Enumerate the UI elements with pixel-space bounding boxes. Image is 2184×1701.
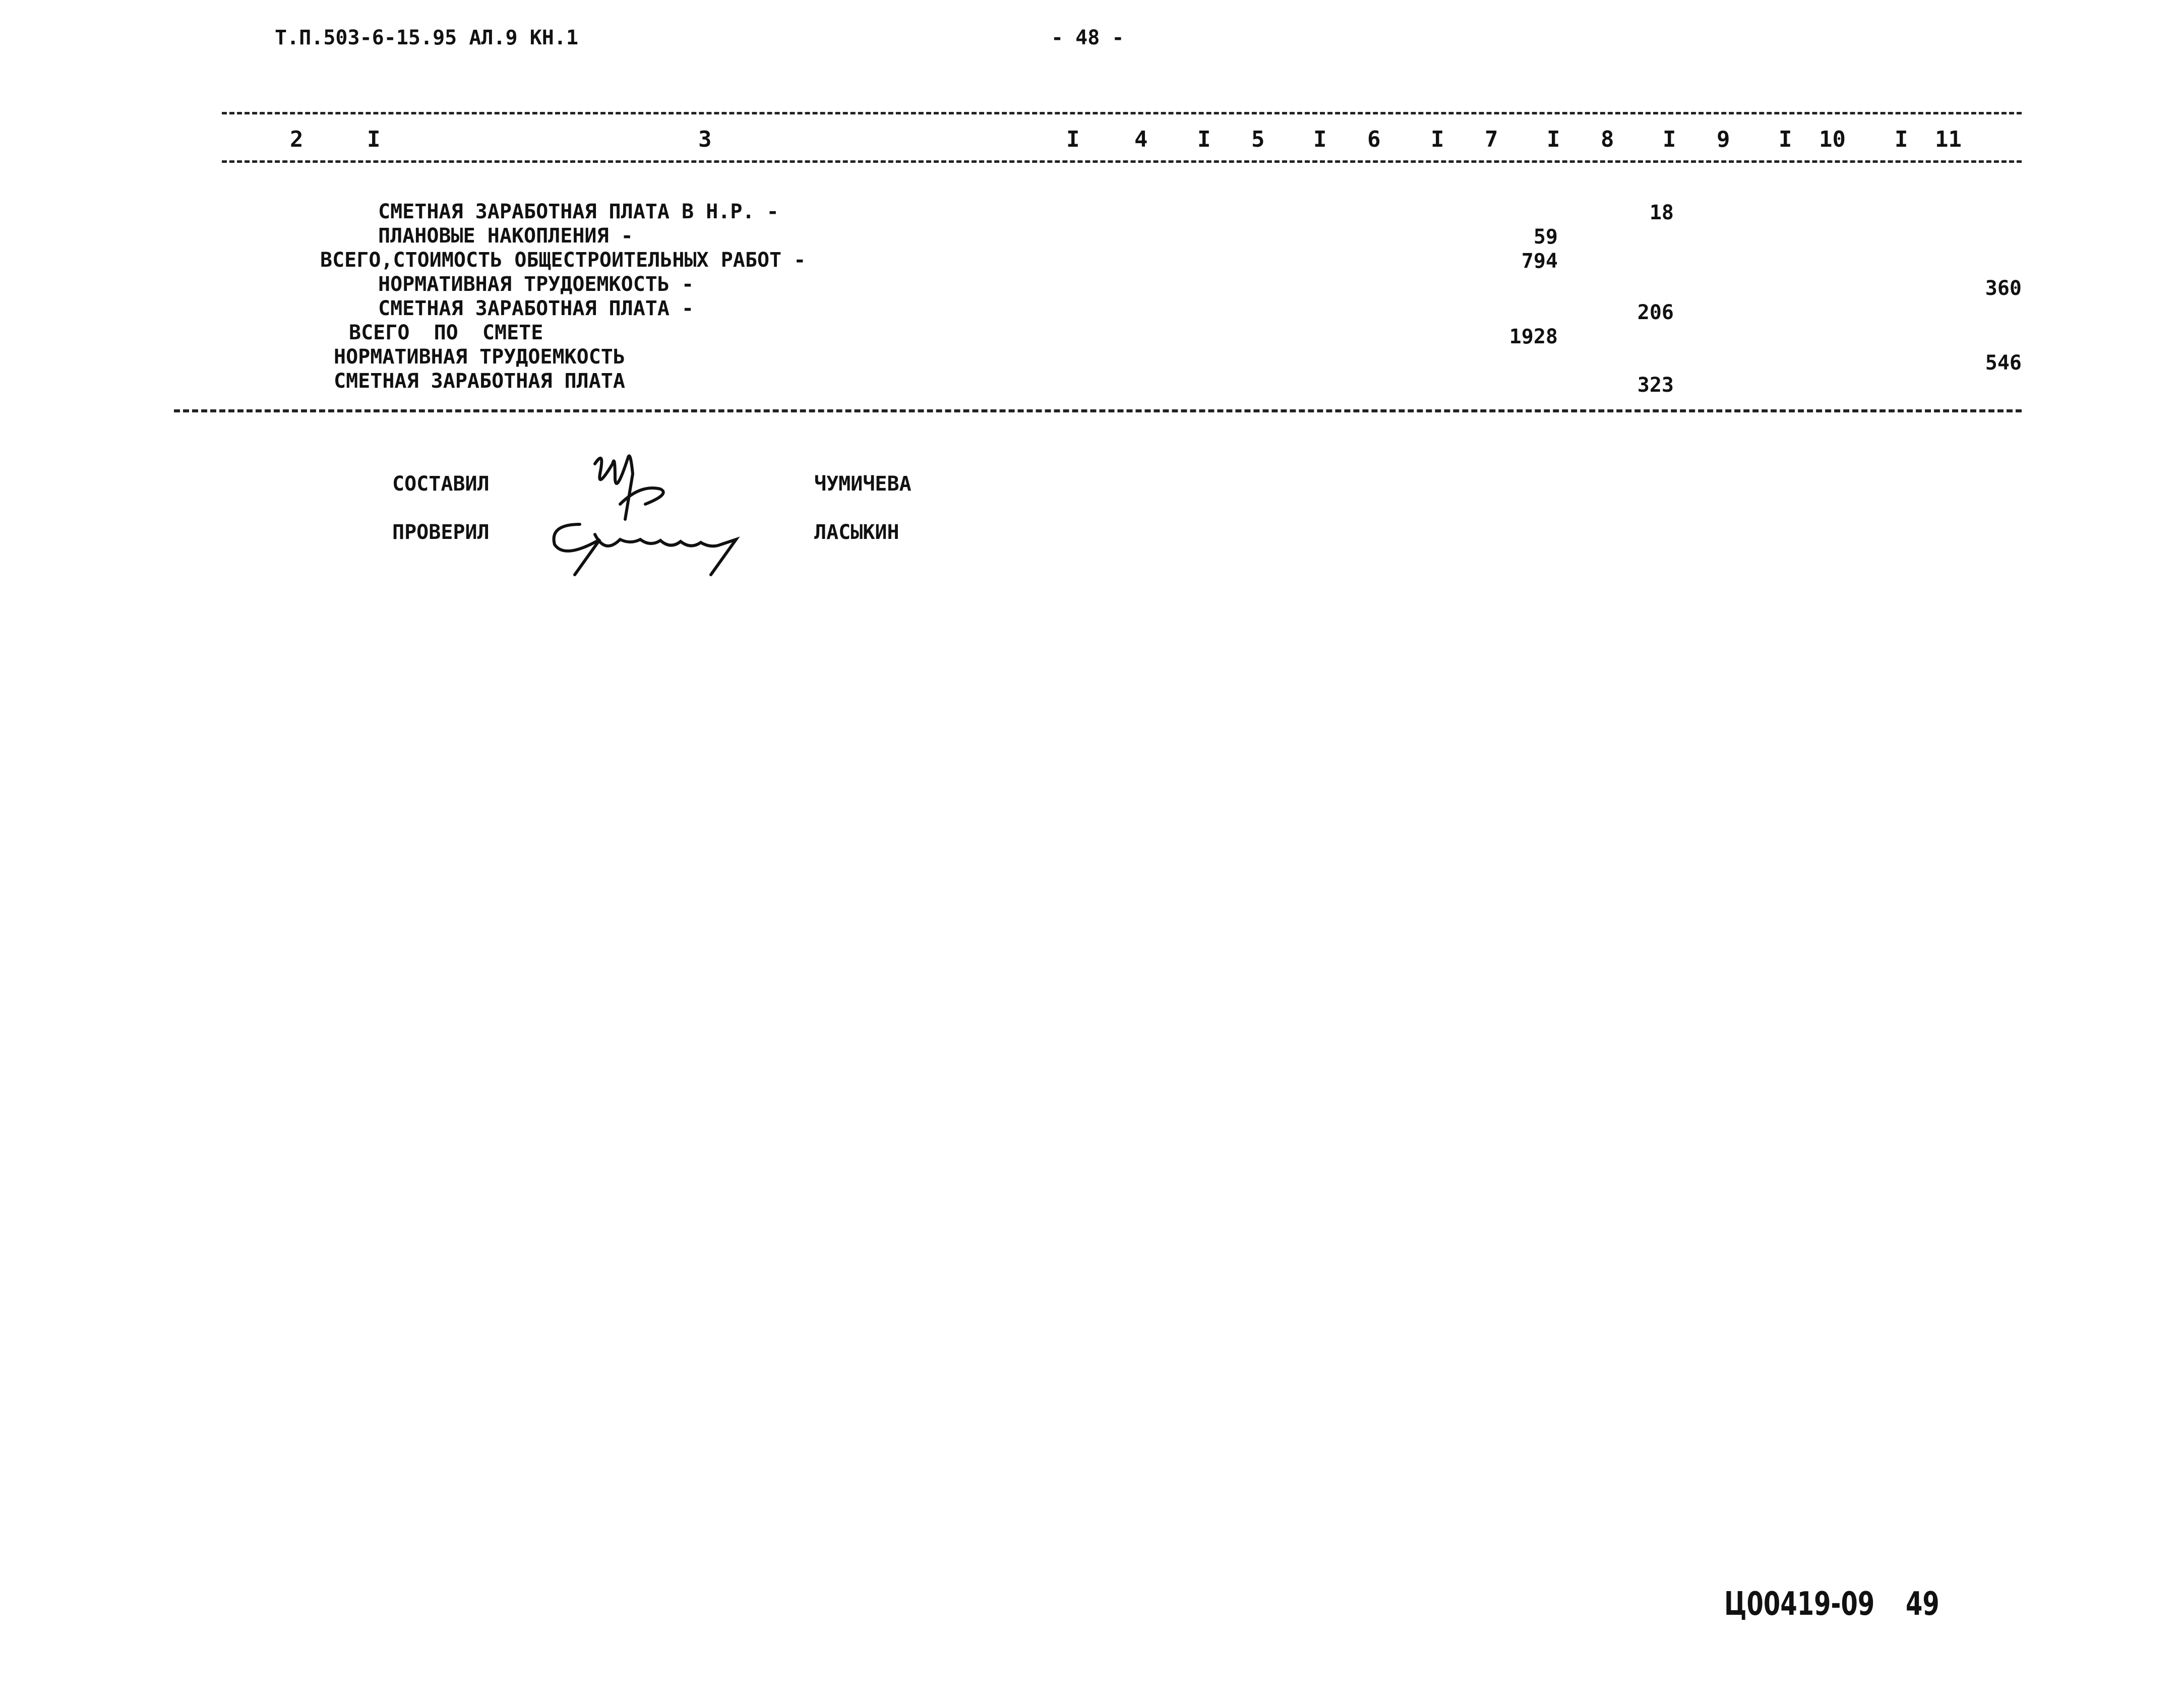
col-num-6: 6 [1367,127,1381,152]
row-value-col11: 546 [1985,351,2022,375]
row-value-col8: 18 [1649,201,1674,224]
col-num-2: 2 [290,127,304,152]
row-label: ВСЕГО ПО СМЕТЕ [349,321,543,344]
row-label: ПЛАНОВЫЕ НАКОПЛЕНИЯ - [378,224,633,248]
row-label: НОРМАТИВНАЯ ТРУДОЕМКОСТЬ [334,345,625,369]
row-label: ВСЕГО,СТОИМОСТЬ ОБЩЕСТРОИТЕЛЬНЫХ РАБОТ - [320,249,806,272]
signature-role: СОСТАВИЛ [392,472,490,496]
row-label: СМЕТНАЯ ЗАРАБОТНАЯ ПЛАТА В Н.Р. - [378,200,779,223]
signature-role: ПРОВЕРИЛ [392,521,490,544]
row-value-col7: 794 [1521,250,1558,273]
col-num-9: 9 [1717,127,1730,152]
col-sep: I [1663,127,1676,152]
col-num-5: 5 [1251,127,1265,152]
row-label: СМЕТНАЯ ЗАРАБОТНАЯ ПЛАТА - [378,297,694,320]
col-sep: I [1547,127,1560,152]
col-sep: I [1431,127,1444,152]
row-value-col7: 59 [1533,225,1558,249]
signature-name: ЛАСЫКИН [814,521,899,544]
row-value-col8: 323 [1637,374,1674,397]
col-num-3: 3 [698,127,712,152]
row-value-col11: 360 [1985,277,2022,300]
col-sep: I [1197,127,1211,152]
col-num-11: 11 [1935,127,1962,152]
col-num-8: 8 [1601,127,1614,152]
document-code: Т.П.503-6-15.95 АЛ.9 КН.1 [275,26,579,49]
sheet-number: 49 [1906,1586,1939,1623]
col-num-4: 4 [1134,127,1148,152]
col-sep: I [1066,127,1080,152]
table-bottom-rule [174,409,2022,412]
row-value-col8: 206 [1637,301,1674,324]
col-sep: I [1895,127,1908,152]
col-num-10: 10 [1819,127,1846,152]
col-sep: I [367,127,381,152]
col-sep: I [1313,127,1327,152]
row-label: НОРМАТИВНАЯ ТРУДОЕМКОСТЬ - [378,273,694,296]
table-header-rule [222,160,2022,163]
signature-name: ЧУМИЧЕВА [814,472,912,496]
row-label: СМЕТНАЯ ЗАРАБОТНАЯ ПЛАТА [334,370,625,393]
col-num-7: 7 [1485,127,1498,152]
col-sep: I [1779,127,1792,152]
archive-code: Ц00419-09 [1724,1586,1875,1623]
table-top-rule [222,112,2022,114]
handwritten-signature-2 [550,509,751,580]
row-value-col7: 1928 [1509,325,1558,348]
page-number: - 48 - [1051,26,1124,49]
